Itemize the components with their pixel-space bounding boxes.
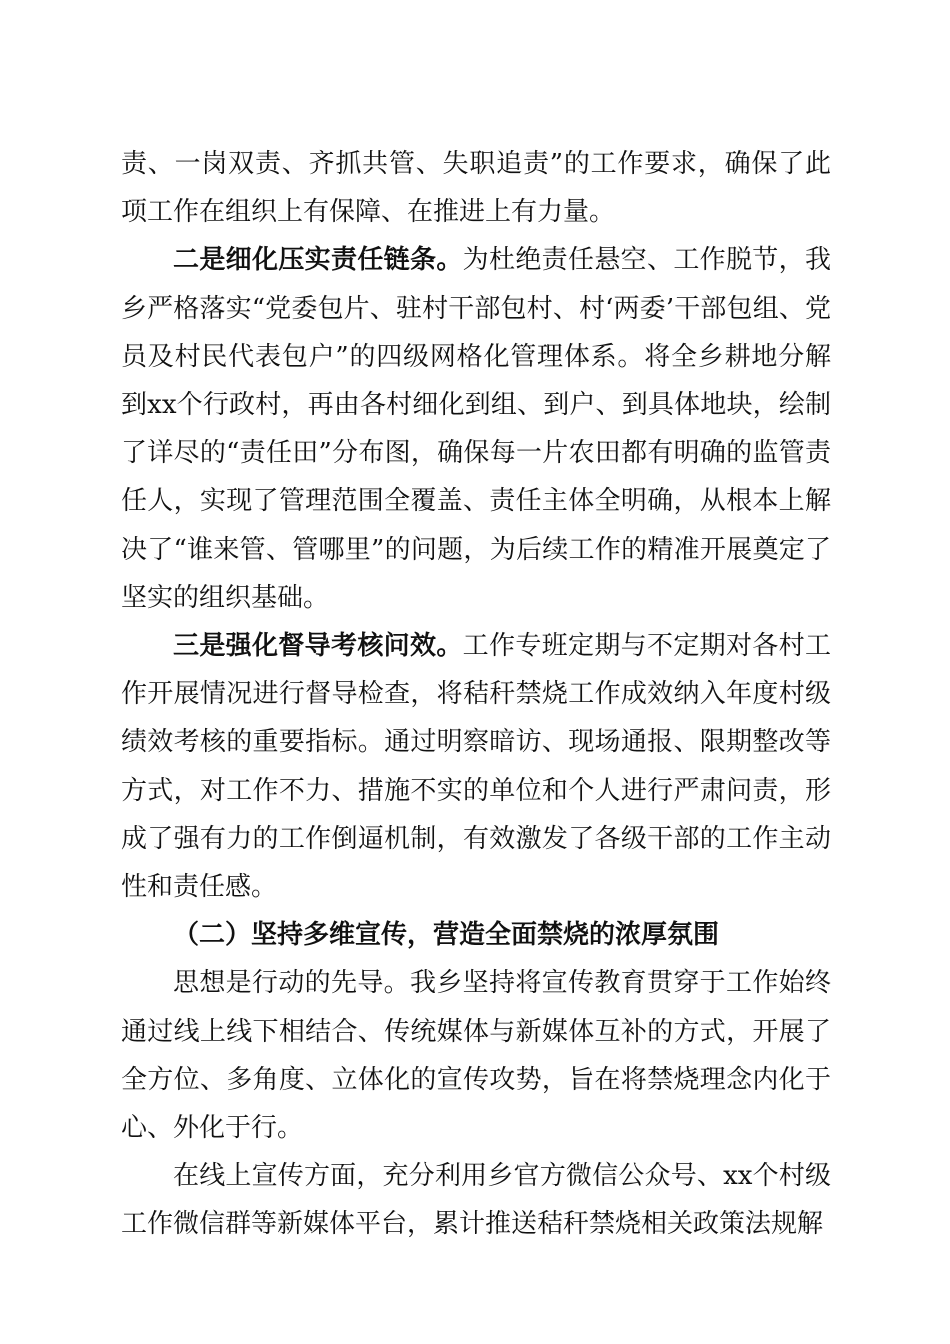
section-heading: （二）坚持多维宣传，营造全面禁烧的浓厚氛围 (173, 920, 720, 951)
paragraph-refine-responsibility (121, 236, 831, 622)
paragraph-text: 责、一岗双责、齐抓共管、失职追责”的工作要求，确保了此项工作在组织上有保障、在推进上有力量。 (121, 149, 831, 228)
paragraph-text: 工作专班定期与不定期对各村工作开展情况进行督导检查，将秸秆禁烧工作成效纳入年度村级绩效考核的重要指标。通过明察暗访、现场通报、限期整改等方式，对工作不力、措施不实的单位和个人进行严肃问责，形成了强有力的工作倒逼机制，有效激发了各级干部的工作主动性和责任感。 (121, 631, 831, 903)
paragraph-lead: 三是强化督导考核问效。 (173, 631, 463, 662)
paragraph-lead: 二是细化压实责任链条。 (173, 245, 463, 276)
paragraph-text: 为杜绝责任悬空、工作脱节，我乡严格落实“党委包片、驻村干部包村、村‘两委’干部包组、党员及村民代表包户”的四级网格化管理体系。将全乡耕地分解到xx个行政村，再由各村细化到组、到户、到具体地块，绘制了详尽的“责任田”分布图，确保每一片农田都有明确的监管责任人，实现了管理范围全覆盖、责任主体全明确，从根本上解决了“谁来管、管哪里”的问题，为后续工作的精准开展奠定了坚实的组织基础。 (121, 245, 831, 613)
paragraph-supervision (121, 622, 831, 911)
paragraph-online-publicity: 在线上宣传方面，充分利用乡官方微信公众号、xx个村级工作微信群等新媒体平台，累计推送秸秆禁烧相关政策法规解 (121, 1161, 831, 1240)
paragraph-publicity-intro: 思想是行动的先导。我乡坚持将宣传教育贯穿于工作始终通过线上线下相结合、传统媒体与新媒体互补的方式，开展了全方位、多角度、立体化的宣传攻势，旨在将禁烧理念内化于心、外化于行。 (121, 968, 831, 1144)
document-body (121, 140, 831, 1249)
paragraph-continuation (121, 140, 831, 236)
